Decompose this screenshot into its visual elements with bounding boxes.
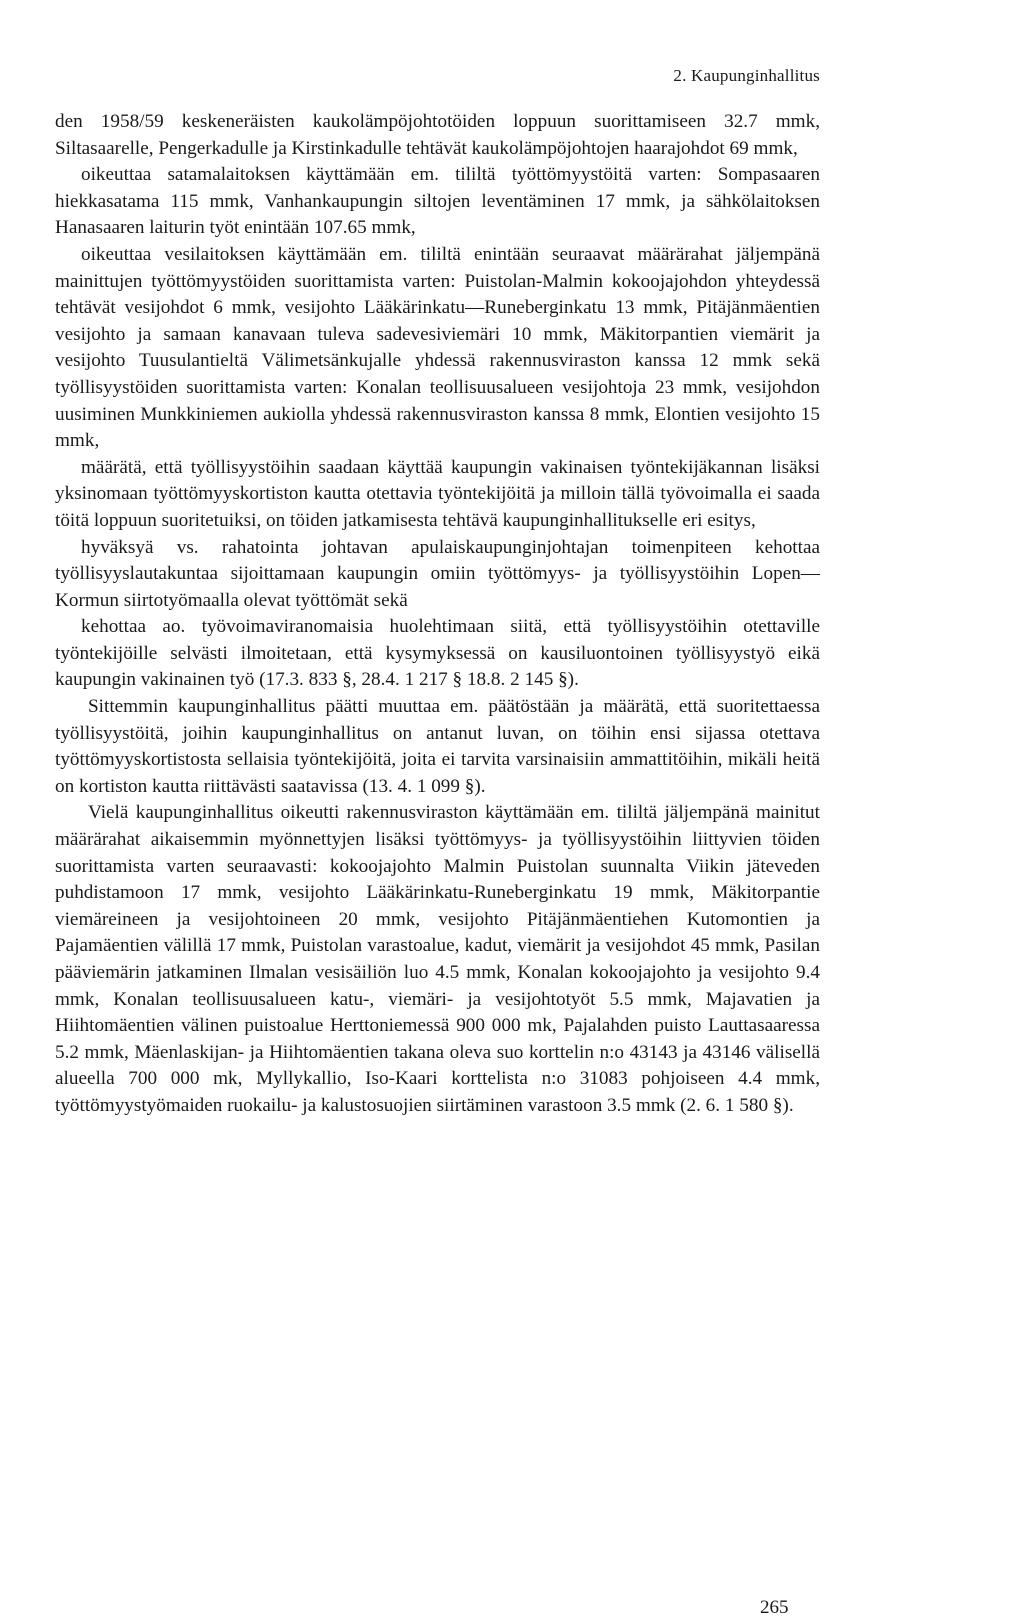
body-text bbox=[55, 109, 820, 1120]
paragraph-kehottaa: kehottaa ao. työvoimaviranomaisia huolehtimaan siitä, että työllisyystöihin otettaville työntekijöille selvästi ilmoitetaan, että kysymyksessä on kausiluontoinen työllisyystyö eikä kaupungin vakinainen työ (17.3. 833 §, 28.4. 1 217 § 18.8. 2 145 §). bbox=[55, 616, 820, 691]
paragraph-continuation: den 1958/59 keskeneräisten kaukolämpöjohtotöiden loppuun suorittamiseen 32.7 mmk, Siltasaarelle, Pengerkadulle ja Kirstinkadulle tehtävät kaukolämpöjohtojen haarajohdot 69 mmk, bbox=[55, 111, 820, 159]
paragraph-viela: Vielä kaupunginhallitus oikeutti rakennusviraston käyttämään em. tililtä jäljempänä mainitut määrärahat aikaisemmin myönnettyjen lisäksi työttömyys- ja työllisyystöihin liittyvien töiden suorittamista varten seuraavasti: kokoojajohto Malmin Puistolan suunnalta Viikin jäteveden puhdistamoon 17 mmk, vesijohto Lääkärinkatu-Runeberginkatu 19 mmk, Mäkitorpantie viemäreineen ja vesijohtoineen 20 mmk, vesijohto Pitäjänmäentiehen Kutomontien ja Pajamäentien välillä 17 mmk, Puistolan varastoalue, kadut, viemärit ja vesijohdot 45 mmk, Pasilan pääviemärin jatkaminen Ilmalan vesisäiliön luo 4.5 mmk, Konalan kokoojajohto ja vesijohto 9.4 mmk, Konalan teollisuusalueen katu-, viemäri- ja vesijohtotyöt 5.5 mmk, Majavatien ja Hiihtomäentien välinen puistoalue Herttoniemessä 900 000 mk, Pajalahden puisto Lauttasaaressa 5.2 mmk, Mäenlaskijan- ja Hiihtomäentien takana oleva suo korttelin n:o 43143 ja 43146 välisellä alueella 700 000 mk, Myllykallio, Iso-Kaari korttelista n:o 31083 pohjoiseen 4.4 mmk, työttömyystyömaiden ruokailu- ja kalustosuojien siirtäminen varastoon 3.5 mmk (2. 6. 1 580 §). bbox=[55, 802, 820, 1116]
paragraph-satamalaitos: oikeuttaa satamalaitoksen käyttämään em. tililtä työttömyystöitä varten: Sompasaaren hiekkasatama 115 mmk, Vanhankaupungin siltojen leventäminen 17 mmk, ja sähkölaitoksen Hanasaaren laiturin työt enintään 107.65 mmk, bbox=[55, 164, 820, 239]
page-number: 265 bbox=[760, 1597, 789, 1618]
paragraph-sittemmin: Sittemmin kaupunginhallitus päätti muuttaa em. päätöstään ja määrätä, että suoritettaessa työllisyystöitä, joihin kaupunginhallitus on antanut luvan, on töihin ensi sijassa otettava työttömyyskortistosta sellaisia työntekijöitä, joita ei tarvita varsinaisiin ammattitöihin, mikäli heitä on kortiston kautta riittävästi saatavissa (13. 4. 1 099 §). bbox=[55, 696, 820, 797]
paragraph-vesilaitos: oikeuttaa vesilaitoksen käyttämään em. tililtä enintään seuraavat määrärahat jäljempänä mainittujen työttömyystöiden suorittamista varten: Puistolan-Malmin kokoojajohdon yhteydessä tehtävät vesijohdot 6 mmk, vesijohto Lääkärinkatu—Runeberginkatu 13 mmk, Pitäjänmäentien vesijohto ja samaan kanavaan tuleva sadevesiviemäri 10 mmk, Mäkitorpantien viemärit ja vesijohto Tuusulantieltä Välimetsänkujalle yhdessä rakennusviraston kanssa 12 mmk sekä työllisyystöiden suorittamista varten: Konalan teollisuusalueen vesijohtoja 23 mmk, vesijohdon uusiminen Munkkiniemen aukiolla yhdessä rakennusviraston kanssa 8 mmk, Elontien vesijohto 15 mmk, bbox=[55, 243, 820, 452]
paragraph-maarata: määrätä, että työllisyystöihin saadaan käyttää kaupungin vakinaisen työntekijäkannan lisäksi yksinomaan työttömyyskortiston kautta otettavia työntekijöitä ja milloin tällä työvoimalla ei saada töitä loppuun suoritetuiksi, on töiden jatkamisesta tehtävä kaupunginhallitukselle eri esitys, bbox=[55, 456, 820, 531]
running-header: 2. Kaupunginhallitus bbox=[673, 66, 820, 85]
paragraph-hyvaksya: hyväksyä vs. rahatointa johtavan apulaiskaupunginjohtajan toimenpiteen kehottaa työllisyyslautakuntaa sijoittamaan kaupungin omiin työttömyys- ja työllisyystöihin Lopen—Kormun siirtotyömaalla olevat työttömät sekä bbox=[55, 536, 820, 611]
